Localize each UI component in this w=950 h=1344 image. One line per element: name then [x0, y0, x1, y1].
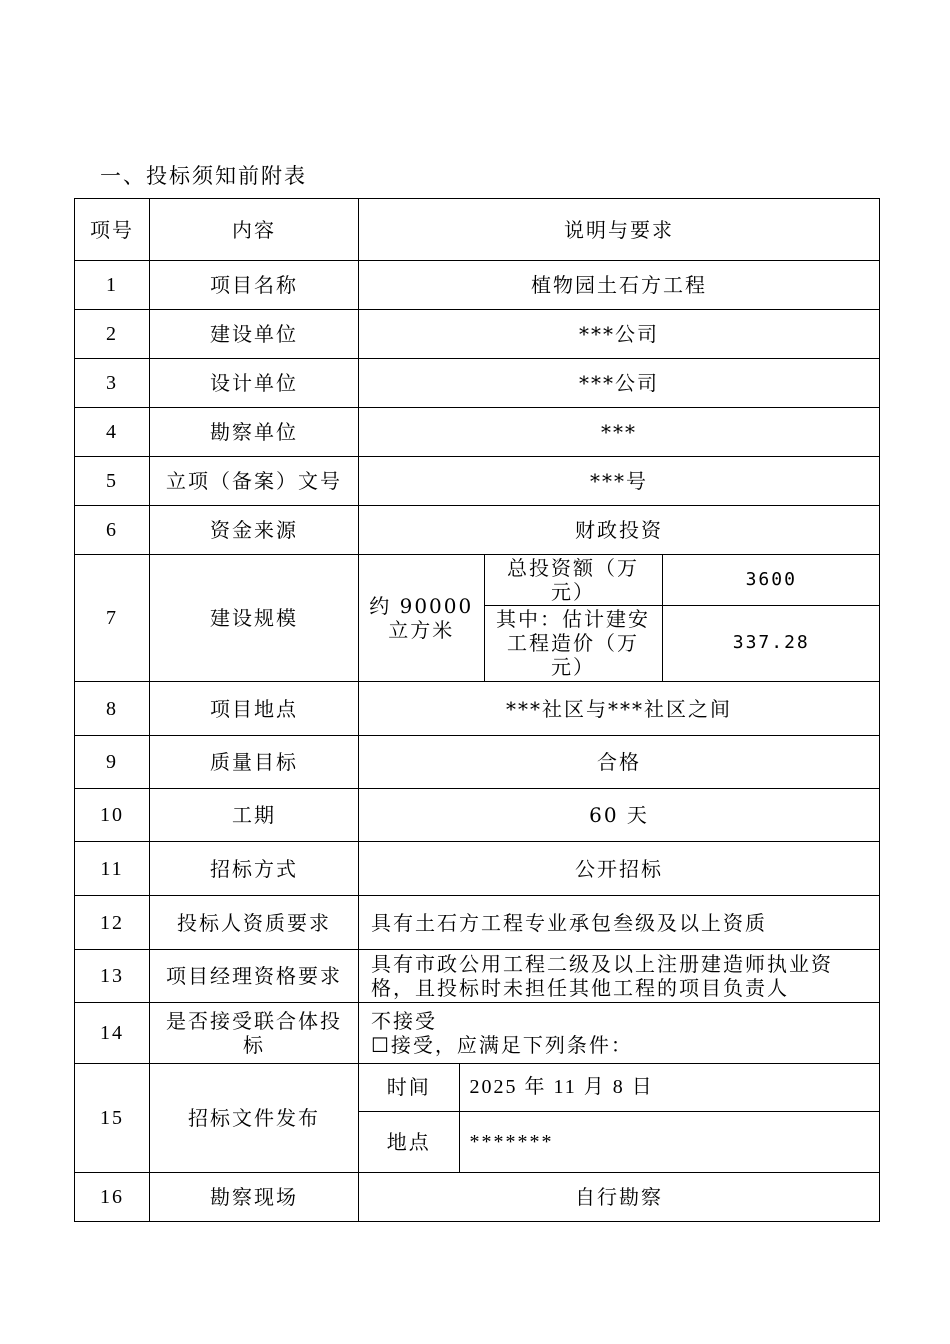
row-item: 投标人资质要求 [150, 896, 359, 950]
release-time-label: 时间 [359, 1064, 459, 1111]
row-number: 4 [75, 408, 150, 457]
row-number: 2 [75, 310, 150, 359]
table-row [75, 506, 880, 555]
scale-volume: 约 90000 立方米 [359, 555, 484, 681]
table-row-release [75, 1064, 880, 1173]
row-description: ***号 [359, 457, 880, 506]
header-requirements: 说明与要求 [359, 199, 880, 261]
row-item: 立项（备案）文号 [150, 457, 359, 506]
scale-detail-cell [359, 555, 880, 682]
row-description: 具有市政公用工程二级及以上注册建造师执业资 格，且投标时未担任其他工程的项目负责人 [359, 950, 880, 1003]
row-item: 设计单位 [150, 359, 359, 408]
row-item: 项目名称 [150, 261, 359, 310]
consortium-options [359, 1003, 880, 1064]
table-row [75, 408, 880, 457]
row-description: ***公司 [359, 359, 880, 408]
row-item: 项目地点 [150, 682, 359, 736]
row-item: 项目经理资格要求 [150, 950, 359, 1003]
construction-cost-value: 337.28 [732, 632, 810, 654]
header-item-no: 项号 [75, 199, 150, 261]
row-number: 16 [75, 1173, 150, 1222]
table-row [75, 950, 880, 1003]
table-row [75, 896, 880, 950]
row-number: 11 [75, 842, 150, 896]
row-item: 招标文件发布 [150, 1064, 359, 1173]
row-description: 财政投资 [359, 506, 880, 555]
total-investment-label: 总投资额（万 元） [484, 555, 662, 605]
row-description: *** [359, 408, 880, 457]
option-accept: ☐接受，应满足下列条件： [371, 1033, 633, 1057]
row-description: 植物园土石方工程 [359, 261, 880, 310]
row-number: 15 [75, 1064, 150, 1173]
total-investment-value: 3600 [662, 555, 880, 605]
table-row [75, 310, 880, 359]
release-place-label: 地点 [359, 1111, 459, 1172]
row-item: 资金来源 [150, 506, 359, 555]
table-row [75, 261, 880, 310]
row-item: 质量目标 [150, 736, 359, 789]
row-item: 工期 [150, 789, 359, 842]
release-time-value: 2025 年 11 月 8 日 [459, 1064, 880, 1111]
row-number: 12 [75, 896, 150, 950]
table-row-scale [75, 555, 880, 682]
row-number: 8 [75, 682, 150, 736]
row-item: 勘察单位 [150, 408, 359, 457]
row-description: 自行勘察 [359, 1173, 880, 1222]
row-description: 60 天 [359, 789, 880, 842]
row-description: 公开招标 [359, 842, 880, 896]
table-row [75, 789, 880, 842]
row-number: 1 [75, 261, 150, 310]
row-item: 勘察现场 [150, 1173, 359, 1222]
release-subtable [359, 1064, 880, 1172]
table-row [75, 1173, 880, 1222]
row-number: 13 [75, 950, 150, 1003]
row-item: 建设规模 [150, 555, 359, 682]
page-heading: 一、投标须知前附表 [100, 164, 307, 188]
bid-notice-table [74, 198, 880, 1222]
row-item: 是否接受联合体投 标 [150, 1003, 359, 1064]
row-number: 10 [75, 789, 150, 842]
scale-subtable [359, 555, 880, 681]
table-header-row [75, 199, 880, 261]
option-not-accept: 不接受 [371, 1009, 437, 1033]
table-row [75, 457, 880, 506]
release-detail-cell [359, 1064, 880, 1173]
row-number: 14 [75, 1003, 150, 1064]
row-item: 建设单位 [150, 310, 359, 359]
table-row [75, 842, 880, 896]
row-description: ***社区与***社区之间 [359, 682, 880, 736]
row-description: 合格 [359, 736, 880, 789]
table-row [75, 736, 880, 789]
row-description: 具有土石方工程专业承包叁级及以上资质 [359, 896, 880, 950]
row-item: 招标方式 [150, 842, 359, 896]
construction-cost-label: 其中：估计建安 工程造价（万 元） [484, 605, 662, 681]
table-row [75, 1003, 880, 1064]
table-row [75, 359, 880, 408]
row-number: 9 [75, 736, 150, 789]
header-content: 内容 [150, 199, 359, 261]
row-description: ***公司 [359, 310, 880, 359]
row-number: 5 [75, 457, 150, 506]
row-number: 6 [75, 506, 150, 555]
row-number: 7 [75, 555, 150, 682]
row-number: 3 [75, 359, 150, 408]
table-row [75, 682, 880, 736]
release-place-value: ******* [469, 1130, 554, 1153]
